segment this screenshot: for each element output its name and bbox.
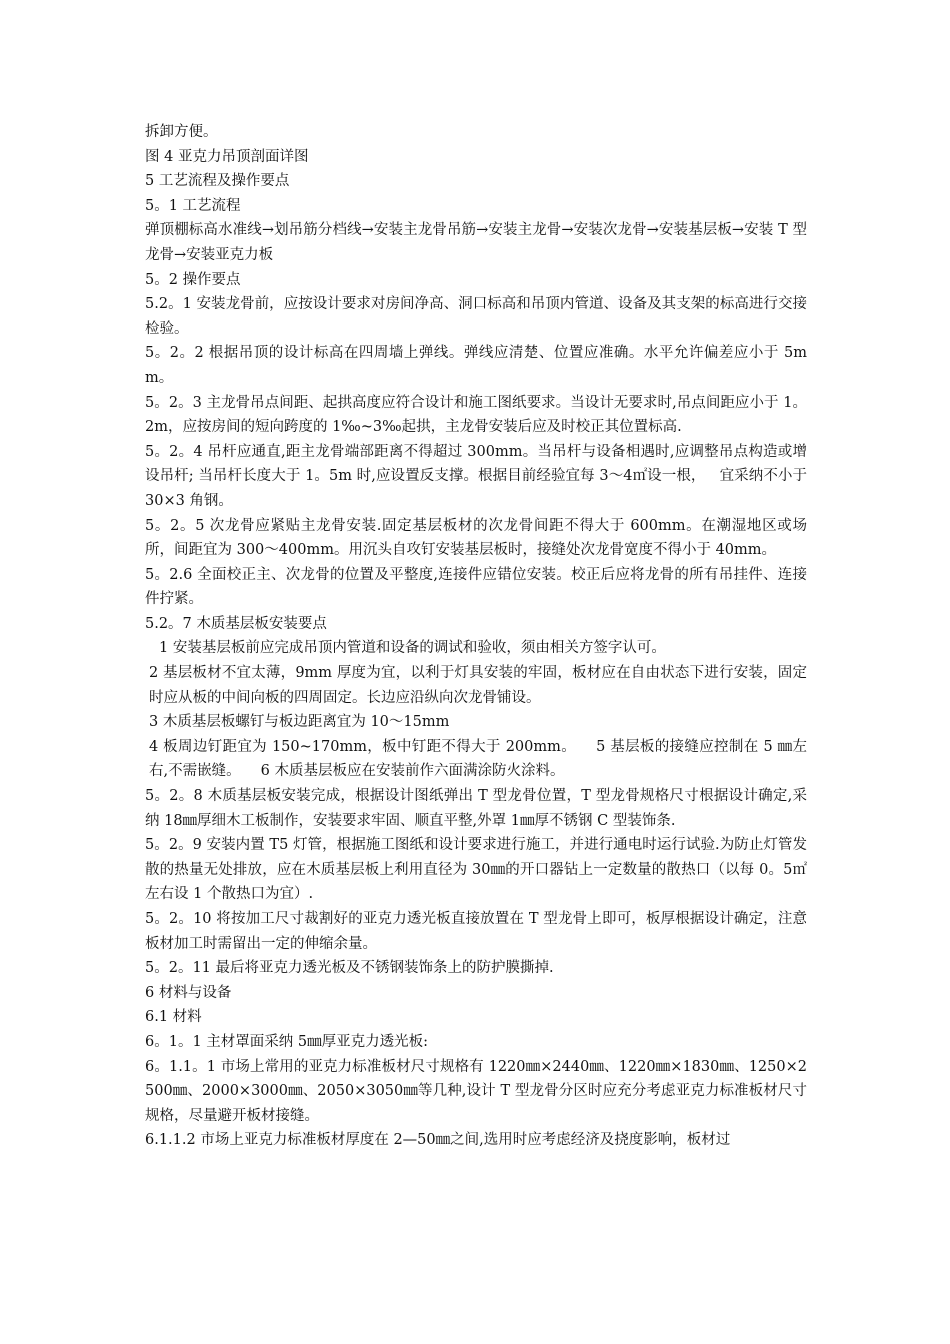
paragraph: 5.2。1 安装龙骨前，应按设计要求对房间净高、洞口标高和吊顶内管道、设备及其支架的标高进行交接检验。 — [145, 296, 807, 337]
paragraph: 5。2。4 吊杆应通直,距主龙骨端部距离不得超过 300mm。当吊杆与设备相遇时,应调整吊点构造或增设吊杆; 当吊杆长度大于 1。5m 时,应设置反支撑。根据目前经验宜每 3～4㎡设一根， 宜采纳不小于 30×3 角钢。 — [145, 443, 812, 509]
paragraph: 6.1.1.2 市场上亚克力标准板材厚度在 2—50㎜之间,选用时应考虑经济及挠度影响，板材过 — [145, 1132, 731, 1149]
list-item: 5 基层板的接缝应控制在 5 ㎜左右,不需嵌缝。 — [149, 738, 808, 780]
paragraph: 5。2。10 将按加工尺寸裁割好的亚克力透光板直接放置在 T 型龙骨上即可，板厚根据设计确定，注意板材加工时需留出一定的伸缩余量。 — [145, 911, 807, 952]
paragraph: 6。1。1 主材罩面采纳 5㎜厚亚克力透光板: — [145, 1033, 429, 1050]
list-item: 2 基层板材不宜太薄，9mm 厚度为宜，以利于灯具安装的牢固，板材应在自由状态下进行安装，固定时应从板的中间向板的四周固定。长边应沿纵向次龙骨铺设。 — [149, 665, 807, 706]
paragraph: 拆卸方便。 — [145, 124, 218, 140]
subsection-heading: 5.2。7 木质基层板安装要点 — [145, 615, 327, 632]
paragraph: 弹顶棚标高水准线→划吊筋分档线→安装主龙骨吊筋→安装主龙骨→安装次龙骨→安装基层板→安装 T 型龙骨→安装亚克力板 — [145, 222, 807, 263]
subsection-heading: 5。1 工艺流程 — [145, 197, 241, 214]
paragraph: 5。2。5 次龙骨应紧贴主龙骨安装.固定基层板材的次龙骨间距不得大于 600mm。在潮湿地区或场所，间距宜为 300～400mm。用沉头自攻钉安装基层板时，接缝处次龙骨宽度不得小于 40mm。 — [145, 517, 807, 559]
list-item: 3 木质基层板螺钉与板边距离宜为 10～15mm — [149, 714, 450, 731]
paragraph: 5。2。8 木质基层板安装完成，根据设计图纸弹出 T 型龙骨位置，T 型龙骨规格尺寸根据设计确定,采纳 18㎜厚细木工板制作，安装要求牢固、顺直平整,外罩 1㎜厚不锈钢 C 型装饰条. — [145, 788, 807, 829]
paragraph: 5。2。2 根据吊顶的设计标高在四周墙上弹线。弹线应清楚、位置应准确。水平允许偏差应小于 5mm。 — [145, 345, 807, 386]
list-item: 4 板周边钉距宜为 150~170mm，板中钉距不得大于 200mm。 — [149, 738, 577, 755]
document-body — [145, 120, 812, 1153]
figure-caption: 图 4 亚克力吊顶剖面详图 — [145, 148, 309, 165]
subsection-heading: 6.1 材料 — [145, 1009, 202, 1026]
section-heading: 5 工艺流程及操作要点 — [145, 173, 290, 190]
subsection-heading: 5。2 操作要点 — [145, 271, 241, 288]
paragraph: 5。2。9 安装内置 T5 灯管，根据施工图纸和设计要求进行施工，并进行通电时运行试验.为防止灯管发散的热量无处排放，应在木质基层板上利用直径为 30㎜的开口器钻上一定数量的散热口（以每 0。5㎡左右设 1 个散热口为宜）. — [145, 837, 807, 903]
list-item: 1 安装基层板前应完成吊顶内管道和设备的调试和验收，须由相关方签字认可。 — [159, 640, 666, 657]
paragraph: 5。2。11 最后将亚克力透光板及不锈钢装饰条上的防护膜撕掉. — [145, 960, 554, 977]
list-item-group — [145, 735, 807, 784]
paragraph: 5。2。3 主龙骨吊点间距、起拱高度应符合设计和施工图纸要求。当设计无要求时,吊点间距应小于 1。2m，应按房间的短向跨度的 1‰~3‰起拱，主龙骨安装后应及时校正其位置标高. — [145, 394, 807, 436]
list-item: 6 木质基层板应在安装前作六面满涂防火涂料。 — [260, 763, 565, 780]
paragraph: 6。1.1。1 市场上常用的亚克力标准板材尺寸规格有 1220㎜×2440㎜、1220㎜×1830㎜、1250×2500㎜、2000×3000㎜、2050×3050㎜等几种,设计 T 型龙骨分区时应充分考虑亚克力标准板材尺寸规格，尽量避开板材接缝。 — [145, 1058, 807, 1124]
paragraph: 5。2.6 全面校正主、次龙骨的位置及平整度,连接件应错位安装。校正后应将龙骨的所有吊挂件、连接件拧紧。 — [145, 566, 807, 608]
section-heading: 6 材料与设备 — [145, 984, 232, 1001]
